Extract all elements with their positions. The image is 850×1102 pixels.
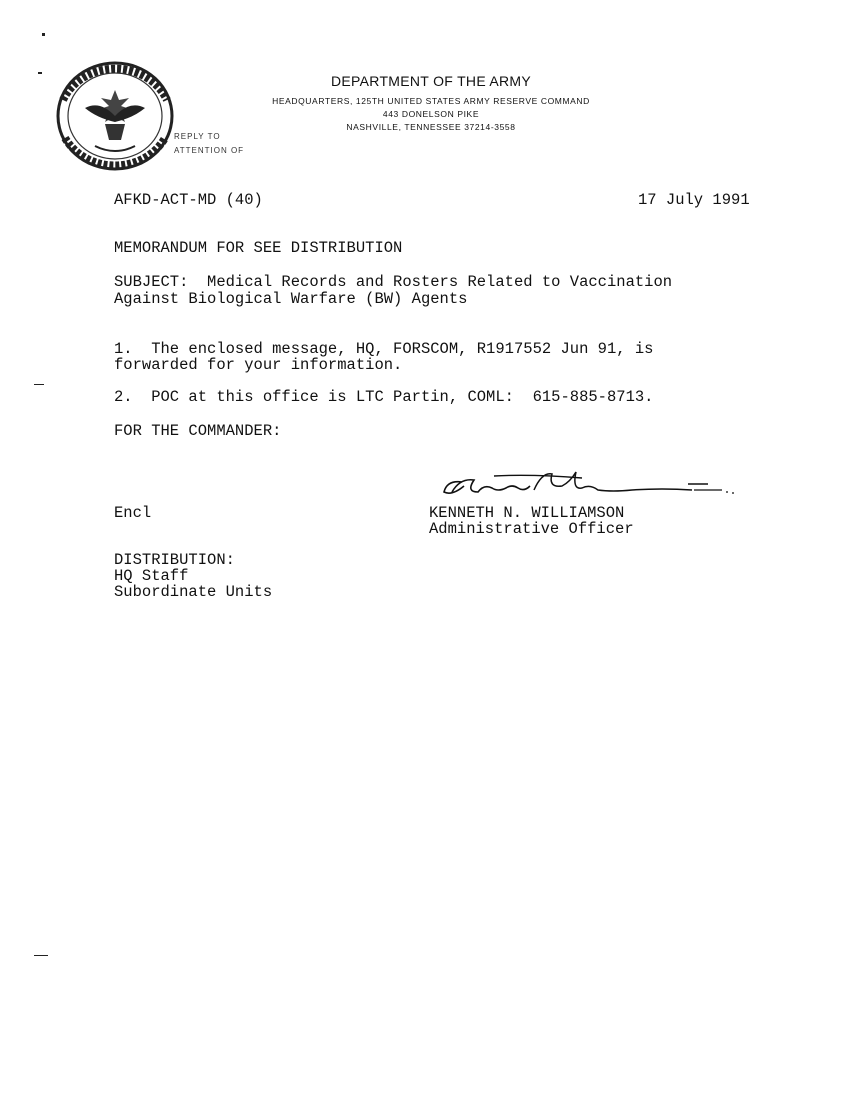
department-of-defense-seal: [55, 60, 175, 172]
subject-line-1: SUBJECT: Medical Records and Rosters Related to Vaccination: [114, 273, 673, 291]
paragraph-1-line-1: 1. The enclosed message, HQ, FORSCOM, R1917552 Jun 91, is: [114, 340, 654, 358]
scan-mark: [38, 72, 42, 74]
subject-line-2: Against Biological Warfare (BW) Agents: [114, 290, 468, 308]
memo-date: 17 July 1991: [638, 191, 750, 209]
scan-mark: [34, 955, 48, 956]
signer-name: KENNETH N. WILLIAMSON: [429, 504, 625, 522]
command-line: HEADQUARTERS, 125TH UNITED STATES ARMY RESERVE COMMAND: [272, 96, 590, 106]
for-the-commander: FOR THE COMMANDER:: [114, 422, 282, 440]
paragraph-1-line-2: forwarded for your information.: [114, 356, 403, 374]
signer-title: Administrative Officer: [429, 520, 634, 538]
reply-to-label: REPLY TO: [174, 132, 221, 141]
city-address: NASHVILLE, TENNESSEE 37214-3558: [346, 122, 516, 132]
department-title: DEPARTMENT OF THE ARMY: [331, 73, 532, 89]
enclosure-label: Encl: [114, 504, 152, 522]
distribution-item: HQ Staff: [114, 567, 189, 585]
scan-mark: [34, 384, 44, 385]
office-symbol: AFKD-ACT-MD (40): [114, 191, 263, 209]
distribution-label: DISTRIBUTION:: [114, 551, 235, 569]
attention-label: ATTENTION OF: [174, 146, 245, 155]
paragraph-2: 2. POC at this office is LTC Partin, COML: 615-885-8713.: [114, 388, 654, 406]
scan-mark: [42, 33, 45, 36]
street-address: 443 DONELSON PIKE: [382, 109, 480, 119]
distribution-item: Subordinate Units: [114, 583, 273, 601]
handwritten-signature: [422, 462, 742, 502]
memo-for-line: MEMORANDUM FOR SEE DISTRIBUTION: [114, 239, 403, 257]
